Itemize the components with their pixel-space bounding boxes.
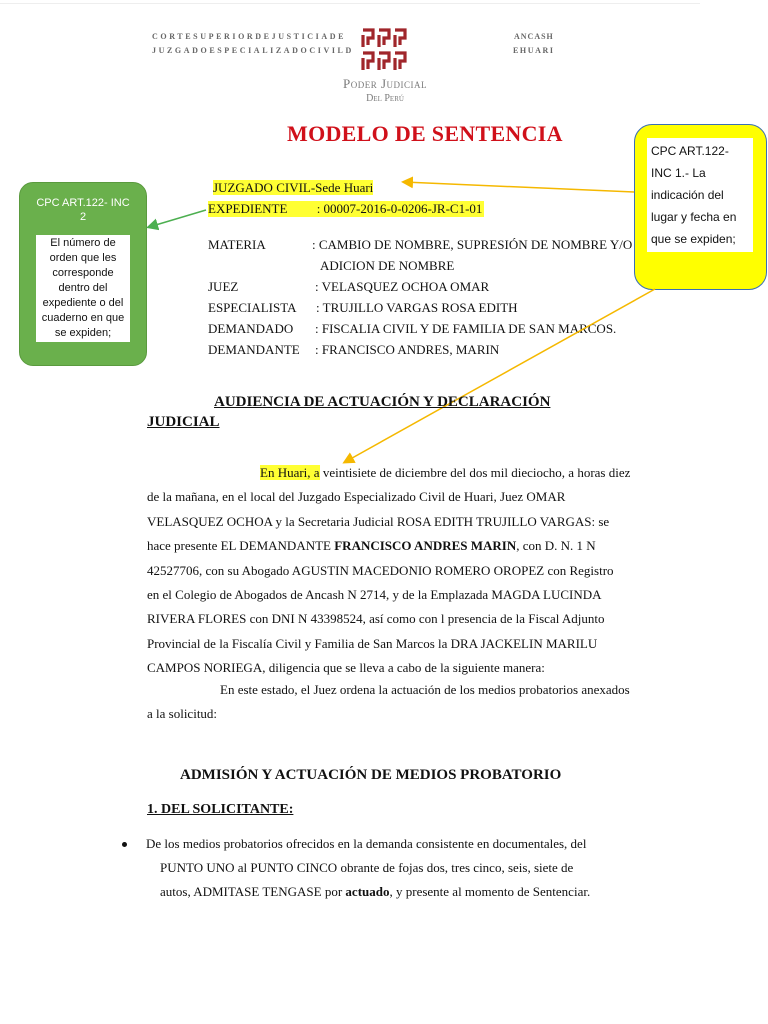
meta-value: : FISCALIA CIVIL Y DE FAMILIA DE SAN MARCOS.: [315, 321, 617, 336]
bullet-paragraph: [146, 832, 658, 904]
logo-name: Poder Judicial: [342, 76, 428, 91]
section-title-line2: JUDICIAL: [147, 414, 220, 430]
bullet-dot: [122, 842, 127, 847]
para1-line1: [147, 461, 658, 485]
meta-value: : VELASQUEZ OCHOA OMAR: [315, 279, 490, 294]
meta-label: DEMANDADO: [208, 321, 294, 336]
bullet-line3-post: , y presente al momento de Sentenciar.: [389, 884, 591, 899]
para1-line6: en el Colegio de Abogados de Ancash N 2714, y de la Emplazada MAGDA LUCINDA: [147, 587, 602, 603]
meta-value: : CAMBIO DE NOMBRE, SUPRESIÓN DE NOMBRE Y/O: [312, 237, 633, 252]
para1-line4: [147, 534, 658, 558]
section-title-audiencia: [147, 392, 550, 432]
arrow-yellow-place: [345, 289, 655, 462]
para1-line4-post: , con D. N. 1 N: [516, 538, 596, 554]
bullet-line3-pre: autos, ADMITASE TENGASE por: [160, 884, 346, 899]
meta-label: DEMANDANTE: [208, 342, 300, 357]
paragraph-estado: [147, 678, 658, 727]
callout-green-body: El número de orden que les corresponde dentro del expediente o del cuaderno en que se expiden;: [36, 235, 130, 342]
meta-value: ADICION DE NOMBRE: [320, 258, 455, 273]
arrow-green: [149, 210, 206, 227]
callout-green-heading: CPC ART.122- INC 2: [36, 197, 130, 223]
bullet-line1: De los medios probatorios ofrecidos en la demanda consistente en documentales, del: [146, 836, 587, 851]
subsection-solicitante: 1. DEL SOLICITANTE:: [147, 802, 294, 817]
header-left-line2: JUZGADOESPECIALIZADOCIVILD: [152, 46, 354, 55]
para1-line8: Provincial de la Fiscalía Civil y Familia de San Marcos la DRA JACKELIN MARILU: [147, 635, 598, 651]
bullet-line2: PUNTO UNO al PUNTO CINCO obrante de fojas dos, tres cinco, seis, siete de: [160, 860, 574, 875]
expediente-value: : 00007-2016-0-0206-JR-C1-01: [316, 201, 483, 216]
para1-line4-pre: hace presente EL DEMANDANTE: [147, 538, 335, 554]
para1-line5: 42527706, con su Abogado AGUSTIN MACEDONIO ROMERO OROPEZ con Registro: [147, 562, 614, 578]
plaintiff-name: FRANCISCO ANDRES MARIN: [334, 538, 517, 554]
section-title-admision: ADMISIÓN Y ACTUACIÓN DE MEDIOS PROBATORIO: [180, 767, 562, 783]
meta-label: ESPECIALISTA: [208, 300, 297, 315]
header-left-line1: CORTESUPERIORDEJUSTICIADE: [152, 32, 347, 41]
arrow-yellow-court: [404, 182, 634, 192]
header-right-line1: ANCASH: [514, 32, 554, 41]
para2-line2: a la solicitud:: [147, 706, 218, 722]
section-title-line1: AUDIENCIA DE ACTUACIÓN Y DECLARACIÓN: [214, 394, 551, 410]
para1-line3: VELASQUEZ OCHOA y la Secretaria Judicial ROSA EDITH TRUJILLO VARGAS: se: [147, 513, 610, 529]
para1-line2: de la mañana, en el local del Juzgado Especializado Civil de Huari, Juez OMAR: [147, 489, 566, 505]
meta-value: : TRUJILLO VARGAS ROSA EDITH: [316, 300, 518, 315]
expediente-label: EXPEDIENTE: [208, 201, 288, 216]
meta-label: JUEZ: [208, 279, 239, 294]
bullet-bold-word: actuado: [345, 884, 390, 899]
logo-sub: Del Perú: [366, 93, 404, 104]
place-highlight: En Huari, a: [260, 465, 320, 480]
para2-line1: En este estado, el Juez ordena la actuación de los medios probatorios anexados: [220, 682, 630, 697]
para1-line1-text: veintisiete de diciembre del dos mil dieciocho, a horas diez: [319, 465, 631, 480]
court-name: JUZGADO CIVIL-Sede Huari: [213, 180, 374, 195]
paragraph-audiencia: [147, 461, 658, 681]
para1-line7: RIVERA FLORES con DNI N 43398524, así como con l presencia de la Fiscal Adjunto: [147, 611, 605, 627]
meta-value: : FRANCISCO ANDRES, MARIN: [315, 342, 500, 357]
meta-label: MATERIA: [208, 237, 266, 252]
page-title: MODELO DE SENTENCIA: [287, 121, 563, 146]
para1-line9: CAMPOS NORIEGA, diligencia que se lleva a cabo de la siguiente manera:: [147, 660, 545, 676]
callout-yellow-body: CPC ART.122- INC 1.- La indicación del lugar y fecha en que se expiden;: [647, 138, 753, 252]
header-right-line2: EHUARI: [513, 46, 555, 55]
bullet-line3: [146, 880, 658, 904]
